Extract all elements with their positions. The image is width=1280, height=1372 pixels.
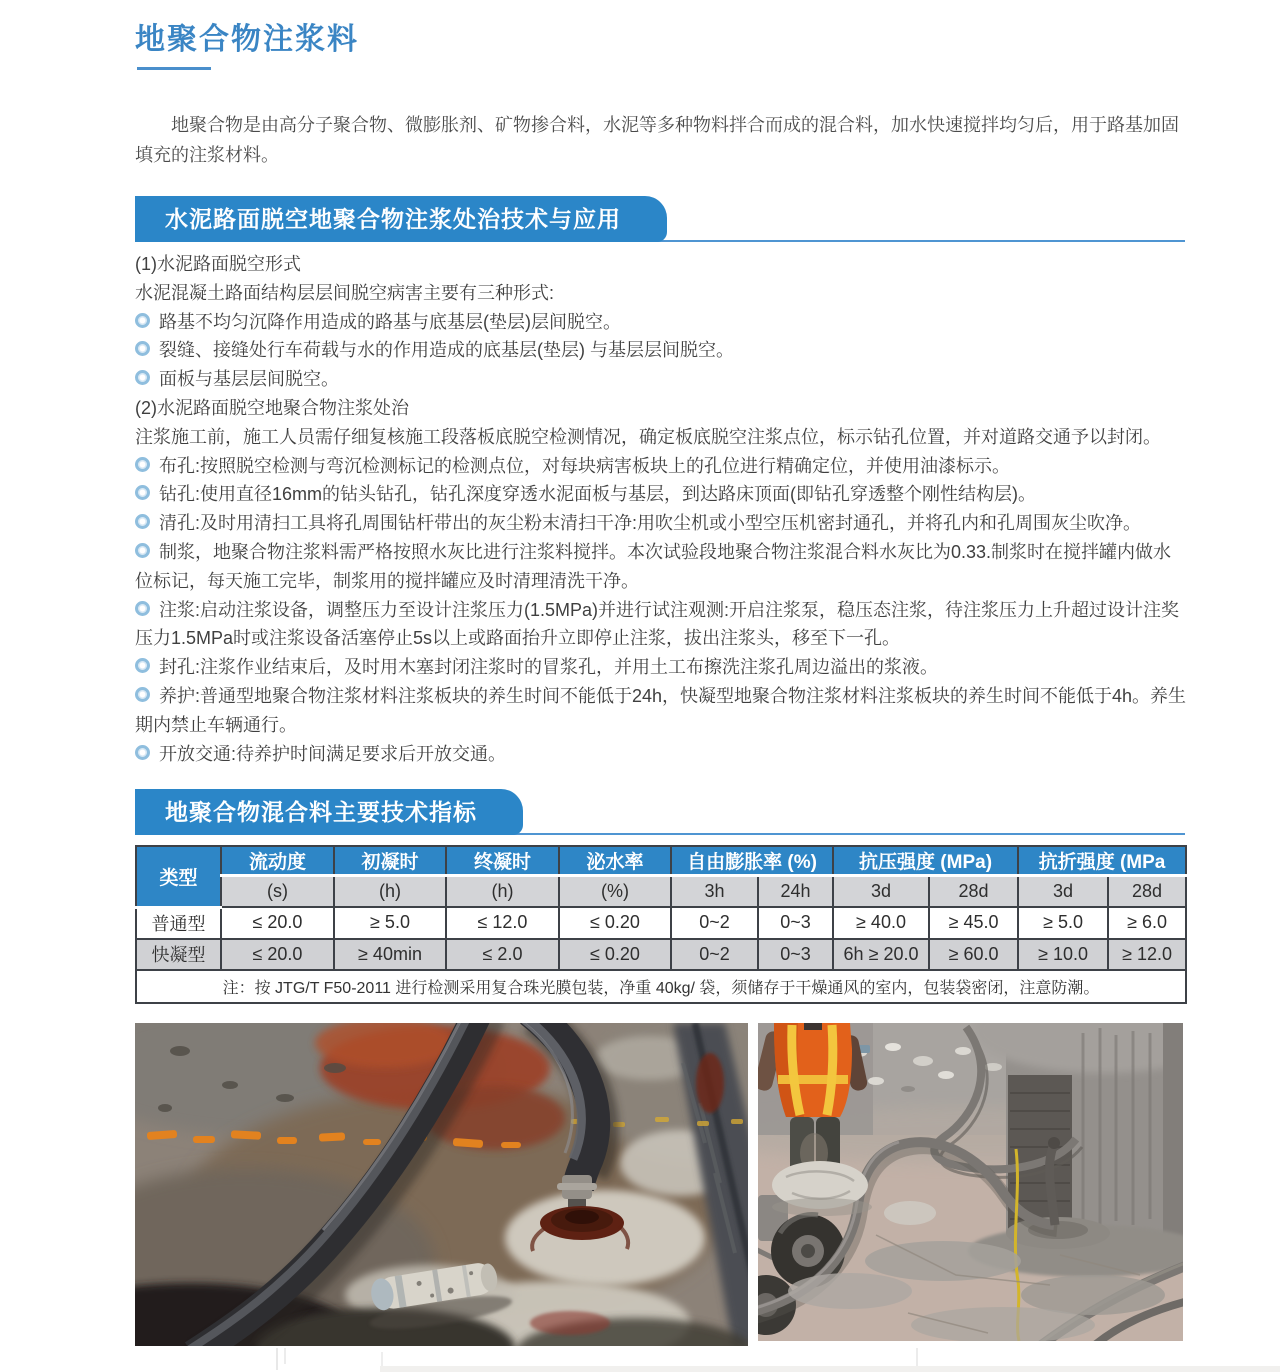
- section-heading-specs: 地聚合物混合料主要技术指标: [135, 789, 523, 835]
- table-cell: 6h ≥ 20.0: [833, 939, 929, 970]
- table-cell-type: 普通型: [136, 907, 221, 939]
- table-note: 注：按 JTG/T F50-2011 进行检测采用复合珠光膜包装，净重 40kg/ 袋，须储存于干燥通风的室内，包装袋密闭，注意防潮。: [136, 970, 1186, 1003]
- table-unit-cell: 3h: [671, 876, 758, 908]
- list-item-text: 面板与基层层间脱空。: [159, 369, 339, 390]
- section-heading-technology: 水泥路面脱空地聚合物注浆处治技术与应用: [135, 196, 667, 242]
- photo-grouting-site-worker: [758, 1023, 1183, 1341]
- table-header-initial-set: 初凝时: [334, 846, 446, 876]
- table-unit-cell: 3d: [833, 876, 929, 908]
- list-item: [135, 394, 1187, 423]
- ring-bullet-icon: [135, 687, 150, 702]
- table-cell: ≥ 5.0: [1018, 907, 1108, 939]
- list-item-text: (2)水泥路面脱空地聚合物注浆处治: [135, 397, 409, 418]
- table-row-rapid-type: [136, 939, 1186, 970]
- scan-artifact: [276, 1348, 278, 1370]
- list-item: [135, 250, 1187, 279]
- ring-bullet-icon: [135, 313, 150, 328]
- section-banner-technology: [135, 196, 1185, 242]
- list-item: [135, 509, 1187, 538]
- ring-bullet-icon: [135, 341, 150, 356]
- list-item-text: 清孔:及时用清扫工具将孔周围钻杆带出的灰尘粉末清扫干净:用吹尘机或小型空压机密封通孔，并将孔内和孔周围灰尘吹净。: [159, 513, 1141, 534]
- table-unit-cell: (h): [334, 876, 446, 908]
- table-cell: ≥ 45.0: [929, 907, 1018, 939]
- table-unit-cell: 24h: [758, 876, 833, 908]
- table-unit-cell: 28d: [1108, 876, 1186, 908]
- section-banner-specs: [135, 789, 1185, 835]
- table-header-bleeding: 泌水率: [559, 846, 671, 876]
- table-cell: ≥ 40min: [334, 939, 446, 970]
- ring-bullet-icon: [135, 457, 150, 472]
- ring-bullet-icon: [135, 745, 150, 760]
- list-item: [135, 365, 1187, 394]
- ring-bullet-icon: [135, 514, 150, 529]
- list-item-text: 水泥混凝土路面结构层层间脱空病害主要有三种形式:: [135, 282, 554, 303]
- table-cell: ≥ 6.0: [1108, 907, 1186, 939]
- table-unit-cell: 28d: [929, 876, 1018, 908]
- list-item-text: 开放交通:待养护时间满足要求后开放交通。: [159, 743, 506, 764]
- table-cell: ≤ 20.0: [221, 939, 334, 970]
- table-cell: ≥ 12.0: [1108, 939, 1186, 970]
- table-cell: ≤ 0.20: [559, 939, 671, 970]
- table-cell: 0~2: [671, 939, 758, 970]
- table-cell: ≤ 12.0: [446, 907, 559, 939]
- list-item: [135, 740, 1187, 769]
- list-item: [135, 538, 1187, 596]
- list-item-text: 布孔:按照脱空检测与弯沉检测标记的检测点位，对每块病害板块上的孔位进行精确定位，并使用油漆标示。: [159, 455, 1010, 476]
- list-item-text: 封孔:注浆作业结束后，及时用木塞封闭注浆时的冒浆孔，并用土工布擦洗注浆孔周边溢出的浆液。: [159, 657, 938, 678]
- table-cell: ≤ 0.20: [559, 907, 671, 939]
- table-unit-cell: (h): [446, 876, 559, 908]
- photo-left-illustration: [135, 1023, 748, 1346]
- list-item: [135, 423, 1187, 452]
- photo-grouting-hose-in-pavement: [135, 1023, 748, 1346]
- list-item-text: 养护:普通型地聚合物注浆材料注浆板块的养生时间不能低于24h，快凝型地聚合物注浆材料注浆板块的养生时间不能低于4h。养生期内禁止车辆通行。: [135, 685, 1187, 735]
- table-cell: 0~2: [671, 907, 758, 939]
- procedure-list: [135, 250, 1187, 768]
- table-cell: 0~3: [758, 939, 833, 970]
- list-item-text: 路基不均匀沉降作用造成的路基与底基层(垫层)层间脱空。: [159, 311, 621, 332]
- ring-bullet-icon: [135, 485, 150, 500]
- list-item: [135, 596, 1187, 654]
- table-cell: ≥ 5.0: [334, 907, 446, 939]
- table-header-final-set: 终凝时: [446, 846, 559, 876]
- table-unit-cell: (s): [221, 876, 334, 908]
- ring-bullet-icon: [135, 543, 150, 558]
- list-item-text: 制浆，地聚合物注浆料需严格按照水灰比进行注浆料搅拌。本次试验段地聚合物注浆混合料水灰比为0.33.制浆时在搅拌罐内做水位标记，每天施工完毕，制浆用的搅拌罐应及时清理清洗干净。: [135, 541, 1172, 591]
- list-item-text: 注浆施工前，施工人员需仔细复核施工段落板底脱空检测情况，确定板底脱空注浆点位，标示钻孔位置，并对道路交通予以封闭。: [135, 426, 1161, 447]
- title-underline-divider: [137, 67, 211, 70]
- table-cell: 0~3: [758, 907, 833, 939]
- intro-paragraph: 地聚合物是由高分子聚合物、微膨胀剂、矿物掺合料，水泥等多种物料拌合而成的混合料，加水快速搅拌均匀后，用于路基加固填充的注浆材料。: [135, 115, 1179, 165]
- list-item: [135, 653, 1187, 682]
- scan-artifact: [916, 1348, 918, 1366]
- table-unit-cell: 3d: [1018, 876, 1108, 908]
- list-item: [135, 480, 1187, 509]
- list-item-text: 钻孔:使用直径16mm的钻头钻孔，钻孔深度穿透水泥面板与基层，到达路床顶面(即钻孔穿透整个刚性结构层)。: [159, 484, 1036, 505]
- table-header-flexural: 抗折强度 (MPa: [1018, 846, 1186, 876]
- table-cell: ≤ 2.0: [446, 939, 559, 970]
- list-item: [135, 308, 1187, 337]
- list-item: [135, 336, 1187, 365]
- scan-artifact: [380, 1366, 1280, 1372]
- table-cell: ≥ 10.0: [1018, 939, 1108, 970]
- table-header-expansion: 自由膨胀率 (%): [671, 846, 833, 876]
- ring-bullet-icon: [135, 658, 150, 673]
- list-item-text: 注浆:启动注浆设备，调整压力至设计注浆压力(1.5MPa)并进行试注观测:开启注浆泵，稳压态注浆，待注浆压力上升超过设计注奖压力1.5MPa时或注浆设备活塞停止5s以上或路面抬升立即停止注浆，拔出注浆头，移至下一孔。: [135, 599, 1180, 649]
- list-item: [135, 279, 1187, 308]
- table-header-fluidity: 流动度: [221, 846, 334, 876]
- photo-right-illustration: [758, 1023, 1183, 1341]
- table-cell: ≥ 40.0: [833, 907, 929, 939]
- list-item: [135, 682, 1187, 740]
- table-cell-type: 快凝型: [136, 939, 221, 970]
- ring-bullet-icon: [135, 370, 150, 385]
- list-item-text: 裂缝、接缝处行车荷载与水的作用造成的底基层(垫层) 与基层层间脱空。: [159, 340, 734, 361]
- scan-artifact: [284, 1348, 286, 1364]
- table-row-normal-type: [136, 907, 1186, 939]
- list-item: [135, 452, 1187, 481]
- table-header-type: 类型: [136, 846, 221, 907]
- table-header-compressive: 抗压强度 (MPa): [833, 846, 1018, 876]
- table-unit-cell: (%): [559, 876, 671, 908]
- spec-table: [135, 845, 1187, 1004]
- table-cell: ≥ 60.0: [929, 939, 1018, 970]
- list-item-text: (1)水泥路面脱空形式: [135, 254, 301, 274]
- ring-bullet-icon: [135, 601, 150, 616]
- table-cell: ≤ 20.0: [221, 907, 334, 939]
- page-title: 地聚合物注浆料: [135, 23, 359, 56]
